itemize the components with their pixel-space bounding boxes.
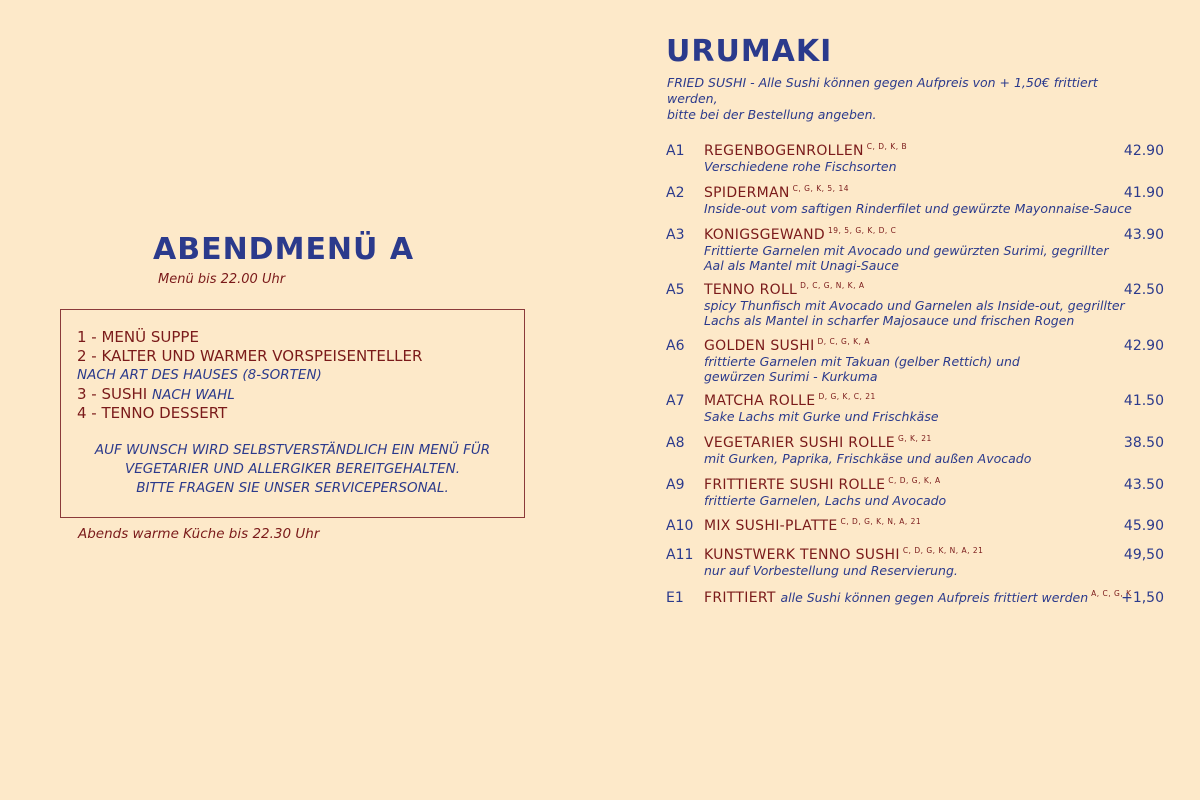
- item-code: A5: [666, 282, 685, 298]
- item-description: mit Gurken, Paprika, Frischkäse und außen Avocado: [704, 451, 1032, 466]
- intro-line: bitte bei der Bestellung angeben.: [667, 107, 877, 122]
- item-price: +1,50: [1121, 590, 1164, 606]
- notice-line: AUF WUNSCH WIRD SELBSTVERSTÄNDLICH EIN MENÜ FÜR: [94, 442, 491, 458]
- item-allergens: G, K, 21: [897, 434, 932, 443]
- item-description: frittierte Garnelen, Lachs und Avocado: [704, 493, 947, 508]
- item-price: 38.50: [1123, 435, 1164, 451]
- item-name: GOLDEN SUSHI $^{D, C, G, K, A}$: [704, 337, 870, 354]
- item-allergens: D, G, K, C, 21: [818, 392, 876, 401]
- item-price: 41.50: [1123, 393, 1164, 409]
- item-description: spicy Thunfisch mit Avocado und Garnelen als Inside-out, gegrillter Lachs als Mantel in scharfer Majosauce und frischen Rogen: [704, 298, 1125, 328]
- item-price: 43.90: [1123, 227, 1164, 243]
- course-label: 1 - MENÜ SUPPE: [77, 328, 199, 346]
- notice-line: VEGETARIER UND ALLERGIKER BEREITGEHALTEN.: [125, 461, 460, 477]
- item-allergens: A, C, G, K: [1091, 589, 1132, 598]
- course-1: [77, 328, 199, 346]
- item-description: Verschiedene rohe Fischsorten: [704, 159, 897, 174]
- item-code: A10: [666, 518, 694, 534]
- item-name: SPIDERMAN $^{C, G, K, 5, 14}$: [704, 184, 849, 201]
- item-name: KUNSTWERK TENNO SUSHI $^{C, D, G, K, N, A, 21}$: [704, 546, 984, 563]
- course-note: NACH WAHL: [152, 387, 235, 403]
- item-code: A2: [666, 185, 685, 201]
- item-price: 42.90: [1123, 338, 1164, 354]
- item-price: 49,50: [1123, 547, 1164, 563]
- course-label: 4 - TENNO DESSERT: [77, 404, 228, 422]
- item-code: A3: [666, 227, 685, 243]
- item-allergens: C, D, G, K, N, A, 21: [840, 517, 922, 526]
- menu-box: [60, 309, 525, 518]
- course-3: [77, 385, 235, 403]
- course-2-note: NACH ART DES HAUSES (8-SORTEN): [77, 367, 322, 383]
- item-price: 41.90: [1123, 185, 1164, 201]
- item-description: Inside-out vom saftigen Rinderfilet und gewürzte Mayonnaise-Sauce: [704, 201, 1132, 216]
- item-name: VEGETARIER SUSHI ROLLE $^{G, K, 21}$: [704, 434, 932, 451]
- item-allergens: C, D, K, B: [866, 142, 908, 151]
- item-allergens: C, D, G, K, A: [888, 476, 941, 485]
- item-code: A6: [666, 338, 685, 354]
- item-code: E1: [666, 590, 684, 606]
- item-description: nur auf Vorbestellung und Reservierung.: [704, 563, 958, 578]
- urumaki-intro: [667, 75, 1137, 123]
- course-2: [77, 347, 422, 365]
- item-name: FRITTIERTE SUSHI ROLLE $^{C, D, G, K, A}$: [704, 476, 941, 493]
- item-allergens: C, D, G, K, N, A, 21: [902, 546, 984, 555]
- item-code: A8: [666, 435, 685, 451]
- item-price: 42.50: [1123, 282, 1164, 298]
- item-name: KONIGSGEWAND $^{19, 5, G, K, D, C}$: [704, 226, 897, 243]
- item-allergens: C, G, K, 5, 14: [792, 184, 849, 193]
- intro-line: FRIED SUSHI - Alle Sushi können gegen Aufpreis von + 1,50€ frittiert werden,: [667, 75, 1098, 106]
- urumaki-title: URUMAKI: [666, 34, 833, 69]
- course-label: 2 - KALTER UND WARMER VORSPEISENTELLER: [77, 347, 423, 365]
- kitchen-hours: Abends warme Küche bis 22.30 Uhr: [78, 526, 320, 542]
- item-allergens: D, C, G, N, K, A: [800, 281, 865, 290]
- item-name: TENNO ROLL $^{D, C, G, N, K, A}$: [704, 281, 865, 298]
- item-description: alle Sushi können gegen Aufpreis frittiert werden: [780, 590, 1089, 605]
- item-allergens: D, C, G, K, A: [817, 337, 870, 346]
- item-price: 45.90: [1123, 518, 1164, 534]
- item-description: Sake Lachs mit Gurke und Frischkäse: [704, 409, 939, 424]
- abendmenu-title: ABENDMENÜ A: [153, 232, 415, 267]
- item-name: REGENBOGENROLLEN $^{C, D, K, B}$: [704, 142, 908, 159]
- item-price: 42.90: [1123, 143, 1164, 159]
- item-name: MATCHA ROLLE $^{D, G, K, C, 21}$: [704, 392, 876, 409]
- item-code: A7: [666, 393, 685, 409]
- course-label: 3 - SUSHI: [77, 385, 148, 403]
- item-allergens: 19, 5, G, K, D, C: [827, 226, 897, 235]
- item-price: 43.50: [1123, 477, 1164, 493]
- item-description: Frittierte Garnelen mit Avocado und gewürzten Surimi, gegrillter Aal als Mantel mit Unagi-Sauce: [704, 243, 1109, 273]
- item-code: A9: [666, 477, 685, 493]
- item-description: frittierte Garnelen mit Takuan (gelber Rettich) und gewürzen Surimi - Kurkuma: [704, 354, 1020, 384]
- course-4: [77, 404, 227, 422]
- menu-notice: [61, 441, 524, 498]
- item-code: A11: [666, 547, 694, 563]
- item-name: MIX SUSHI-PLATTE $^{C, D, G, K, N, A, 21}$: [704, 517, 922, 534]
- item-name: FRITTIERT alle Sushi können gegen Aufpreis frittiert werden $^{A, C, G, K}$: [704, 589, 1132, 606]
- item-code: A1: [666, 143, 685, 159]
- abendmenu-subtitle: Menü bis 22.00 Uhr: [158, 272, 286, 287]
- notice-line: BITTE FRAGEN SIE UNSER SERVICEPERSONAL.: [136, 480, 449, 496]
